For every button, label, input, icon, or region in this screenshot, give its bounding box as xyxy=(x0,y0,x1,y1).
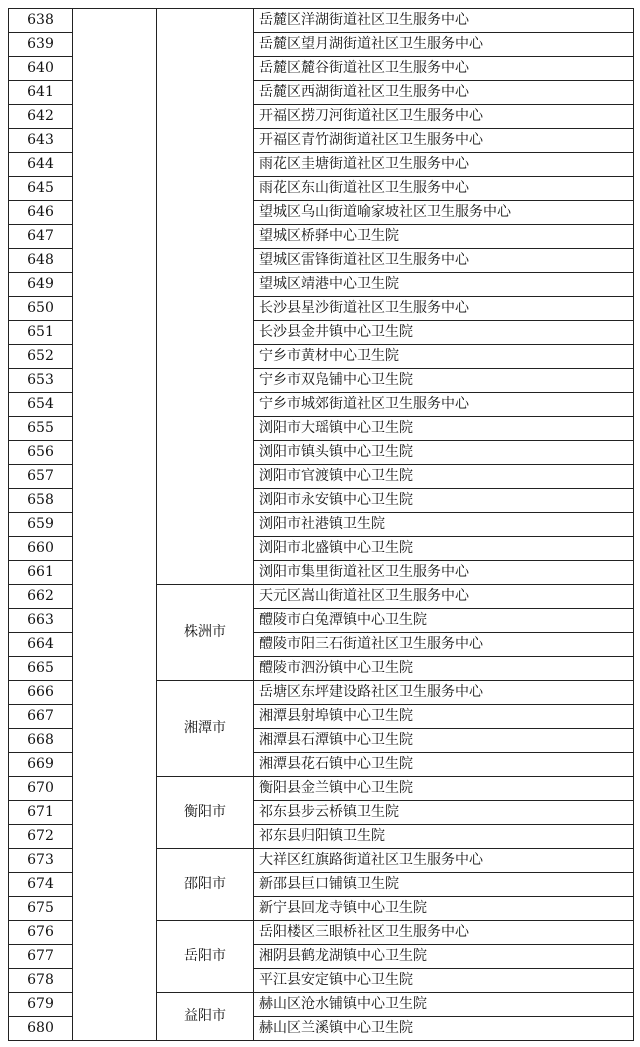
row-number: 669 xyxy=(9,753,73,777)
row-number: 645 xyxy=(9,177,73,201)
row-number: 659 xyxy=(9,513,73,537)
city-cell: 湘潭市 xyxy=(157,681,254,777)
row-number: 655 xyxy=(9,417,73,441)
city-cell xyxy=(157,9,254,585)
institution-name: 开福区青竹湖街道社区卫生服务中心 xyxy=(254,129,634,153)
row-number: 650 xyxy=(9,297,73,321)
institution-name: 长沙县星沙街道社区卫生服务中心 xyxy=(254,297,634,321)
row-number: 675 xyxy=(9,897,73,921)
institution-name: 浏阳市社港镇卫生院 xyxy=(254,513,634,537)
institution-name: 浏阳市集里街道社区卫生服务中心 xyxy=(254,561,634,585)
row-number: 678 xyxy=(9,969,73,993)
institution-name: 赫山区兰溪镇中心卫生院 xyxy=(254,1017,634,1041)
row-number: 648 xyxy=(9,249,73,273)
institution-name: 湘潭县石潭镇中心卫生院 xyxy=(254,729,634,753)
institution-name: 望城区靖港中心卫生院 xyxy=(254,273,634,297)
row-number: 644 xyxy=(9,153,73,177)
row-number: 647 xyxy=(9,225,73,249)
institution-name: 宁乡市城郊街道社区卫生服务中心 xyxy=(254,393,634,417)
city-cell: 岳阳市 xyxy=(157,921,254,993)
institution-name: 岳麓区洋湖街道社区卫生服务中心 xyxy=(254,9,634,33)
institution-name: 雨花区东山街道社区卫生服务中心 xyxy=(254,177,634,201)
row-number: 676 xyxy=(9,921,73,945)
row-number: 680 xyxy=(9,1017,73,1041)
institution-name: 岳阳楼区三眼桥社区卫生服务中心 xyxy=(254,921,634,945)
institution-name: 浏阳市大瑶镇中心卫生院 xyxy=(254,417,634,441)
city-cell: 衡阳市 xyxy=(157,777,254,849)
institution-table xyxy=(8,8,634,1041)
row-number: 665 xyxy=(9,657,73,681)
row-number: 671 xyxy=(9,801,73,825)
institution-name: 醴陵市阳三石街道社区卫生服务中心 xyxy=(254,633,634,657)
row-number: 658 xyxy=(9,489,73,513)
institution-name: 长沙县金井镇中心卫生院 xyxy=(254,321,634,345)
institution-name: 浏阳市永安镇中心卫生院 xyxy=(254,489,634,513)
institution-name: 浏阳市镇头镇中心卫生院 xyxy=(254,441,634,465)
institution-name: 赫山区沧水铺镇中心卫生院 xyxy=(254,993,634,1017)
institution-name: 雨花区圭塘街道社区卫生服务中心 xyxy=(254,153,634,177)
row-number: 652 xyxy=(9,345,73,369)
city-cell: 株洲市 xyxy=(157,585,254,681)
institution-name: 浏阳市官渡镇中心卫生院 xyxy=(254,465,634,489)
row-number: 640 xyxy=(9,57,73,81)
row-number: 663 xyxy=(9,609,73,633)
table-body xyxy=(9,9,634,1041)
institution-name: 宁乡市黄材中心卫生院 xyxy=(254,345,634,369)
institution-name: 湘潭县射埠镇中心卫生院 xyxy=(254,705,634,729)
institution-name: 望城区桥驿中心卫生院 xyxy=(254,225,634,249)
row-number: 651 xyxy=(9,321,73,345)
institution-name: 平江县安定镇中心卫生院 xyxy=(254,969,634,993)
institution-name: 开福区捞刀河街道社区卫生服务中心 xyxy=(254,105,634,129)
row-number: 677 xyxy=(9,945,73,969)
institution-name: 大祥区红旗路街道社区卫生服务中心 xyxy=(254,849,634,873)
row-number: 657 xyxy=(9,465,73,489)
row-number: 642 xyxy=(9,105,73,129)
institution-name: 祁东县归阳镇卫生院 xyxy=(254,825,634,849)
row-number: 666 xyxy=(9,681,73,705)
city-cell: 邵阳市 xyxy=(157,849,254,921)
row-number: 679 xyxy=(9,993,73,1017)
row-number: 667 xyxy=(9,705,73,729)
row-number: 639 xyxy=(9,33,73,57)
row-number: 649 xyxy=(9,273,73,297)
institution-name: 岳麓区望月湖街道社区卫生服务中心 xyxy=(254,33,634,57)
institution-name: 望城区雷锋街道社区卫生服务中心 xyxy=(254,249,634,273)
institution-name: 岳塘区东坪建设路社区卫生服务中心 xyxy=(254,681,634,705)
institution-name: 湘潭县花石镇中心卫生院 xyxy=(254,753,634,777)
institution-name: 湘阴县鹤龙湖镇中心卫生院 xyxy=(254,945,634,969)
institution-name: 天元区嵩山街道社区卫生服务中心 xyxy=(254,585,634,609)
institution-name: 望城区乌山街道喻家坡社区卫生服务中心 xyxy=(254,201,634,225)
institution-name: 祁东县步云桥镇卫生院 xyxy=(254,801,634,825)
institution-name: 醴陵市泗汾镇中心卫生院 xyxy=(254,657,634,681)
row-number: 641 xyxy=(9,81,73,105)
row-number: 668 xyxy=(9,729,73,753)
row-number: 638 xyxy=(9,9,73,33)
institution-name: 岳麓区麓谷街道社区卫生服务中心 xyxy=(254,57,634,81)
row-number: 660 xyxy=(9,537,73,561)
institution-name: 醴陵市白兔潭镇中心卫生院 xyxy=(254,609,634,633)
institution-name: 宁乡市双凫铺中心卫生院 xyxy=(254,369,634,393)
row-number: 656 xyxy=(9,441,73,465)
row-number: 664 xyxy=(9,633,73,657)
table-row xyxy=(9,9,634,33)
institution-name: 新邵县巨口铺镇卫生院 xyxy=(254,873,634,897)
row-number: 672 xyxy=(9,825,73,849)
row-number: 653 xyxy=(9,369,73,393)
province-cell xyxy=(73,9,157,1041)
row-number: 654 xyxy=(9,393,73,417)
row-number: 646 xyxy=(9,201,73,225)
row-number: 661 xyxy=(9,561,73,585)
row-number: 674 xyxy=(9,873,73,897)
institution-name: 衡阳县金兰镇中心卫生院 xyxy=(254,777,634,801)
institution-name: 新宁县回龙寺镇中心卫生院 xyxy=(254,897,634,921)
row-number: 670 xyxy=(9,777,73,801)
city-cell: 益阳市 xyxy=(157,993,254,1041)
row-number: 673 xyxy=(9,849,73,873)
row-number: 643 xyxy=(9,129,73,153)
institution-name: 浏阳市北盛镇中心卫生院 xyxy=(254,537,634,561)
row-number: 662 xyxy=(9,585,73,609)
institution-name: 岳麓区西湖街道社区卫生服务中心 xyxy=(254,81,634,105)
